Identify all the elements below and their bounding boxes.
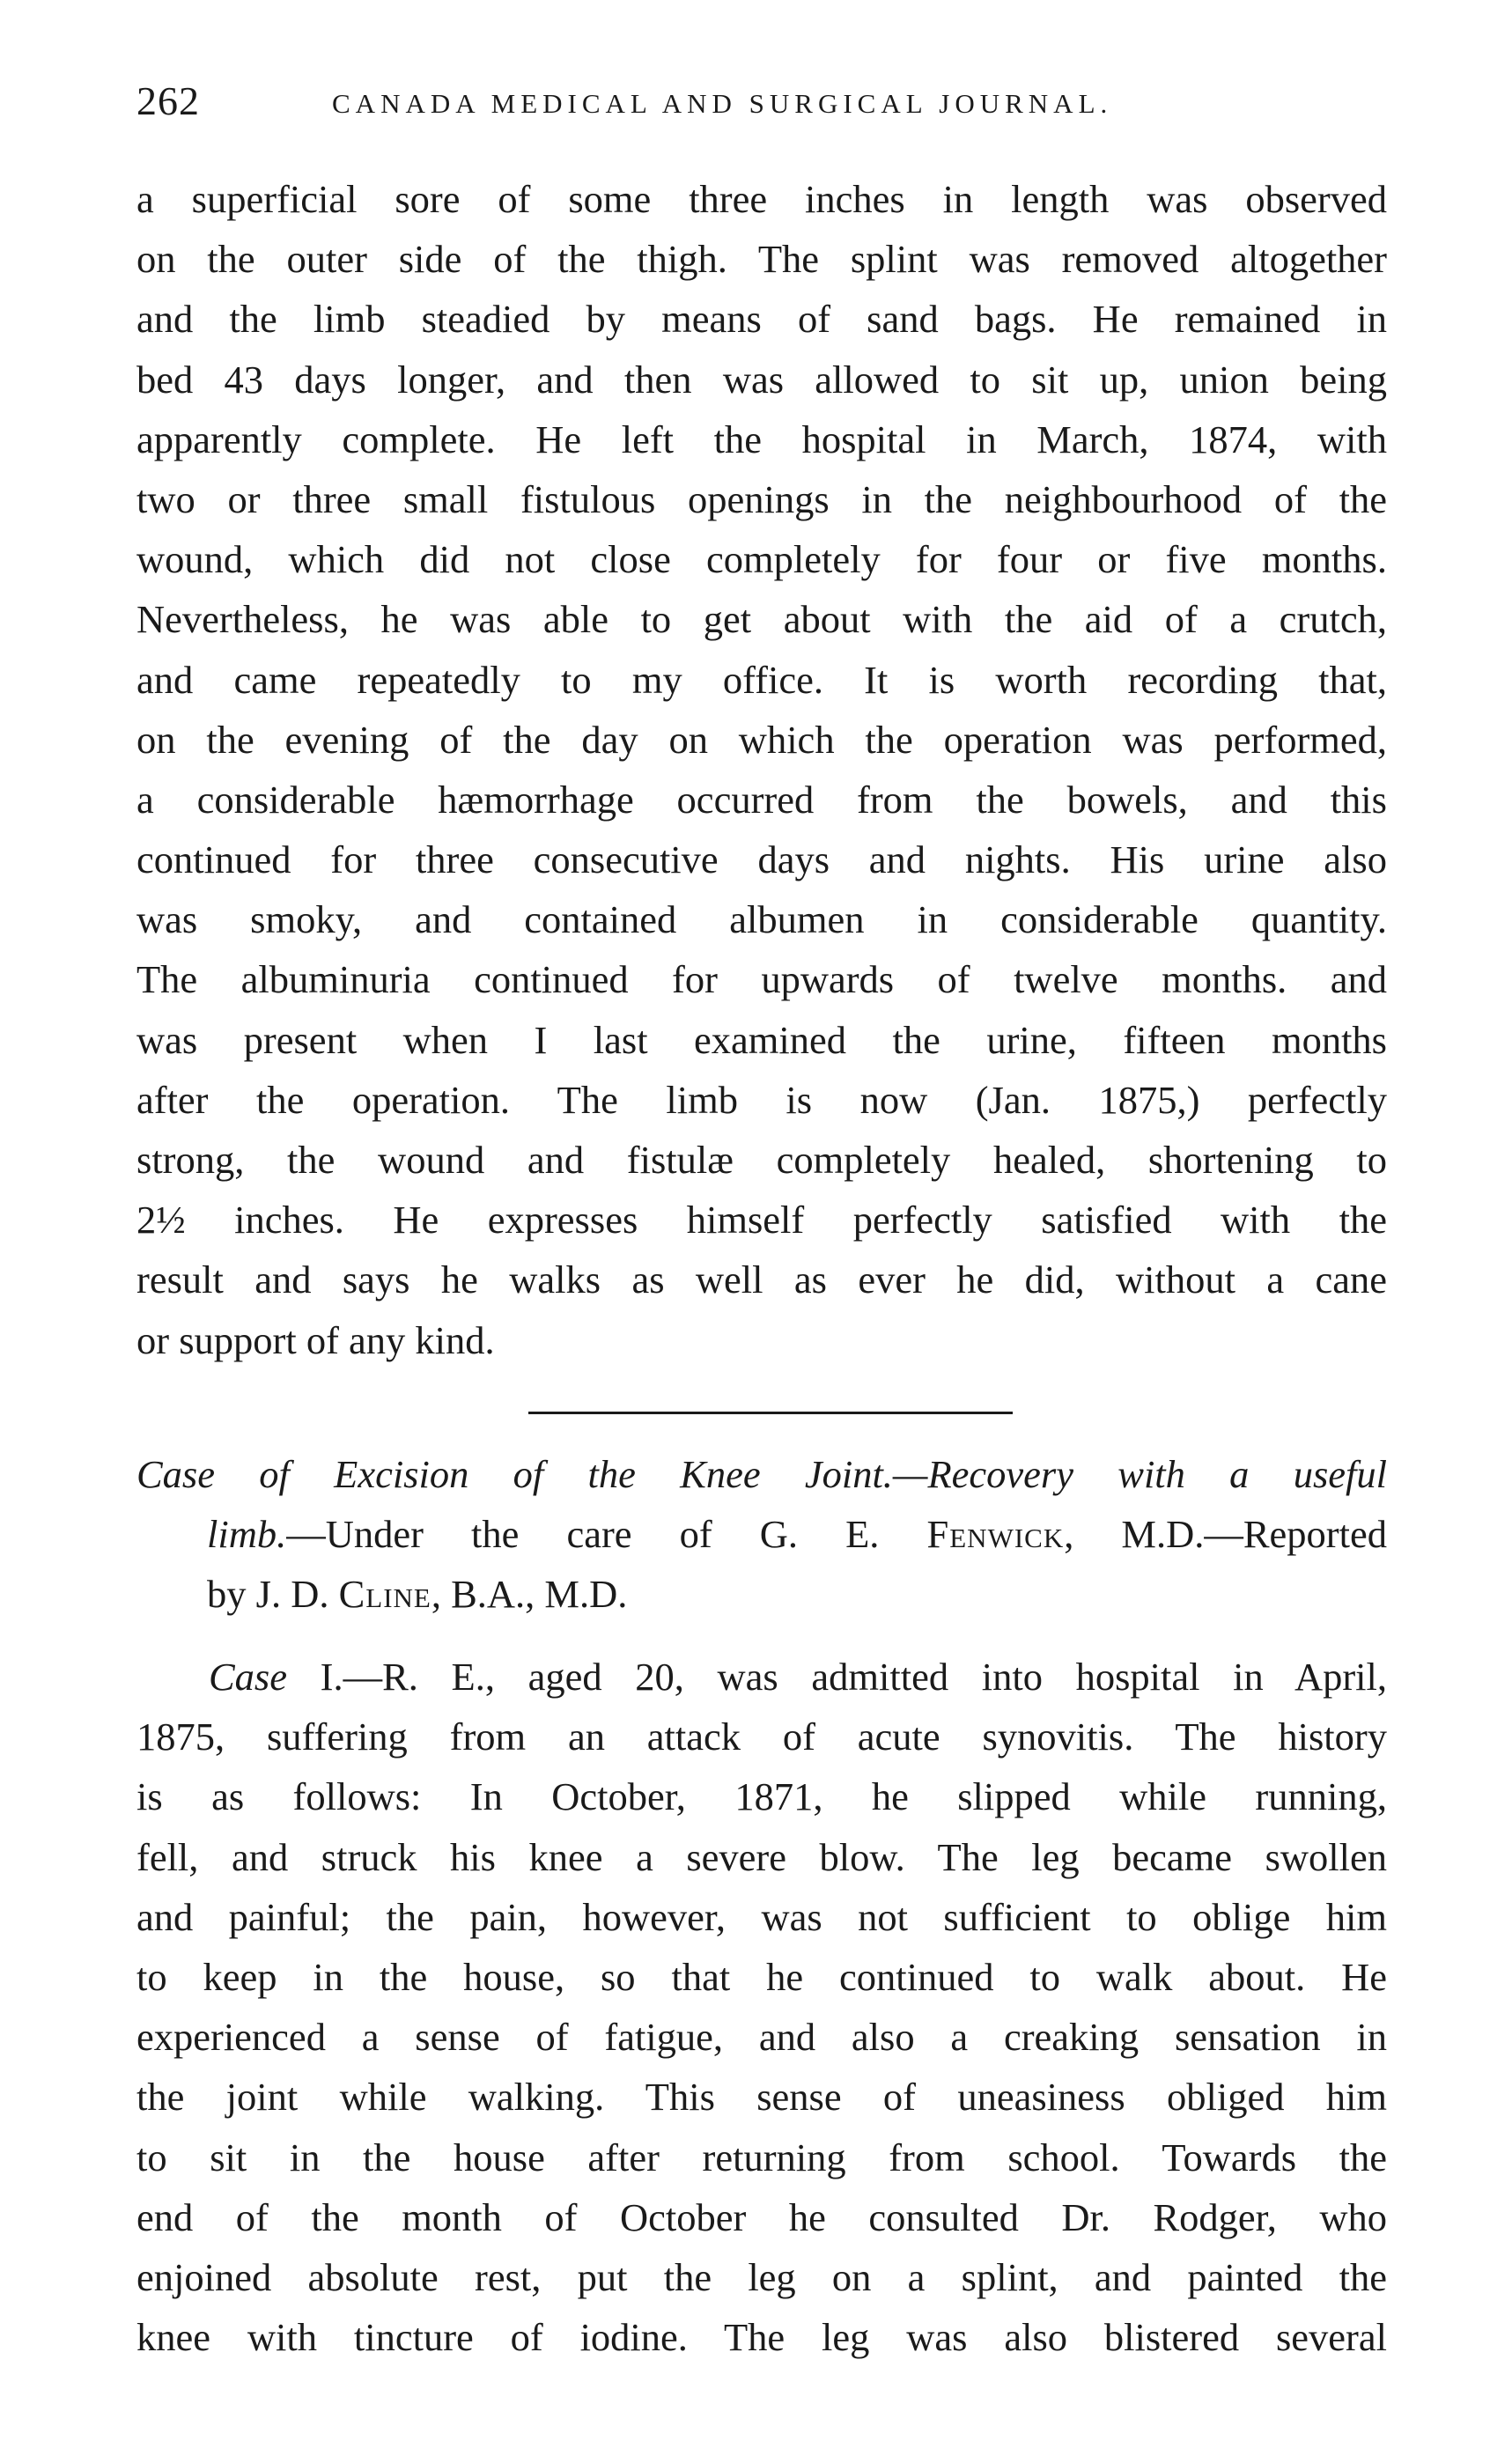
heading-title: Case of Excision of the Knee Joint.—Recovery with a useful <box>136 1452 1387 1496</box>
journal-title: CANADA MEDICAL AND SURGICAL JOURNAL. <box>332 88 1113 119</box>
case-first-line <box>136 1647 1387 1707</box>
text-line: and the limb steadied by means of sand bags. He remained in <box>136 297 1387 342</box>
text-line: fell, and struck his knee a severe blow. The leg became swollen <box>136 1834 1387 1879</box>
text-line: wound, which did not close completely for four or five months. <box>136 537 1387 582</box>
text-line: knee with tincture of iodine. The leg was also blistered several <box>136 2315 1387 2360</box>
text-line: and painful; the pain, however, was not sufficient to oblige him <box>136 1894 1387 1939</box>
text-line: The albuminuria continued for upwards of twelve months. and <box>136 957 1387 1002</box>
text-line: to sit in the house after returning from school. Towards the <box>136 2135 1387 2179</box>
text-line: was present when I last examined the urine, fifteen months <box>136 1017 1387 1062</box>
text-line: is as follows: In October, 1871, he slipped while running, <box>136 1774 1387 1819</box>
heading-care-degree: , M.D.—Reported <box>1064 1512 1387 1557</box>
running-head <box>136 77 1387 139</box>
section-divider <box>528 1412 1013 1414</box>
case-label: Case <box>209 1655 287 1699</box>
text-line: continued for three consecutive days and nights. His urine also <box>136 837 1387 882</box>
case-continuation-text <box>136 169 1387 1370</box>
heading-by-degree: , B.A., M.D. <box>431 1572 628 1617</box>
text-line: experienced a sense of fatigue, and also a creaking sensation in <box>136 2015 1387 2060</box>
text-line: 2½ inches. He expresses himself perfectly satisfied with the <box>136 1198 1387 1243</box>
text-line: strong, the wound and fistulæ completely healed, shortening to <box>136 1138 1387 1182</box>
text-line: to keep in the house, so that he continued to walk about. He <box>136 1954 1387 1999</box>
heading-by-text: by J. D. <box>207 1572 339 1617</box>
page-number: 262 <box>136 78 200 123</box>
text-line: and came repeatedly to my office. It is worth recording that, <box>136 657 1387 702</box>
article-heading <box>136 1444 1387 1625</box>
text-line: after the operation. The limb is now (Jan. 1875,) perfectly <box>136 1077 1387 1122</box>
heading-care-text: —Under the care of G. E. <box>286 1512 927 1557</box>
heading-title-line <box>136 1444 1387 1504</box>
text-line: on the evening of the day on which the operation was performed, <box>136 717 1387 762</box>
text-line: a superficial sore of some three inches in length was observed <box>136 177 1387 221</box>
text-line: result and says he walks as well as ever he did, without a cane <box>136 1257 1387 1302</box>
case-one-text <box>136 1647 1387 2367</box>
text-line: apparently complete. He left the hospital in March, 1874, with <box>136 417 1387 461</box>
heading-care-line <box>136 1504 1387 1564</box>
text-line: Nevertheless, he was able to get about with the aid of a crutch, <box>136 597 1387 642</box>
text-line: was smoky, and contained albumen in considerable quantity. <box>136 897 1387 942</box>
text-line: two or three small fistulous openings in the neighbourhood of the <box>136 476 1387 521</box>
heading-title-cont: limb. <box>207 1512 287 1557</box>
case-first-line-text: I.—R. E., aged 20, was admitted into hospital in April, <box>287 1655 1387 1699</box>
heading-by-line <box>136 1564 1387 1624</box>
text-line: bed 43 days longer, and then was allowed to sit up, union being <box>136 357 1387 402</box>
text-line: a considerable hæmorrhage occurred from the bowels, and this <box>136 777 1387 822</box>
text-line: enjoined absolute rest, put the leg on a splint, and painted the <box>136 2254 1387 2299</box>
text-line: the joint while walking. This sense of uneasiness obliged him <box>136 2075 1387 2120</box>
text-line: or support of any kind. <box>136 1317 495 1362</box>
text-line: end of the month of October he consulted Dr. Rodger, who <box>136 2194 1387 2239</box>
heading-by-name: Cline <box>338 1572 431 1617</box>
heading-care-name: Fenwick <box>926 1512 1065 1557</box>
text-line: on the outer side of the thigh. The splint was removed altogether <box>136 237 1387 282</box>
text-line: 1875, suffering from an attack of acute synovitis. The history <box>136 1715 1387 1759</box>
